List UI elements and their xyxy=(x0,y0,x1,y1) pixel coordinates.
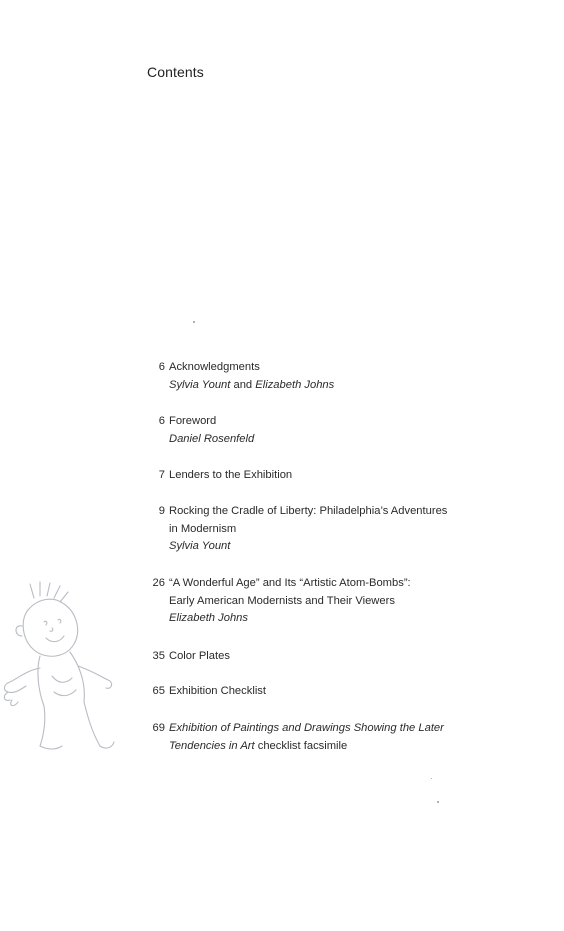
toc-entry xyxy=(143,467,292,485)
toc-author: Sylvia Yount xyxy=(169,378,231,391)
toc-entry xyxy=(143,575,411,628)
toc-page-number: 7 xyxy=(158,469,165,481)
toc-authors xyxy=(169,377,334,395)
toc-title-plain-part: checklist facsimile xyxy=(254,739,348,752)
toc-author-conjunction: and xyxy=(230,378,256,391)
toc-page-number: 26 xyxy=(152,577,165,589)
toc-page-number: 9 xyxy=(158,505,165,517)
toc-page-number: 6 xyxy=(158,361,165,373)
toc-entry xyxy=(143,648,230,666)
toc-title: Lenders to the Exhibition xyxy=(169,469,293,481)
toc-title-continued xyxy=(169,738,444,756)
toc-author: Elizabeth Johns xyxy=(169,612,248,624)
toc-title: “A Wonderful Age” and Its “Artistic Atom-Bombs”: xyxy=(169,577,411,589)
toc-page-number: 35 xyxy=(152,650,165,662)
toc-entry xyxy=(143,359,334,394)
cartoon-child-sketch-icon xyxy=(0,580,120,760)
scan-speck xyxy=(437,801,439,803)
toc-entry xyxy=(143,720,444,755)
toc-page-number: 65 xyxy=(152,685,165,697)
toc-author: Elizabeth Johns xyxy=(255,378,335,391)
toc-entry xyxy=(143,413,254,448)
toc-author: Daniel Rosenfeld xyxy=(169,432,255,445)
scan-speck xyxy=(193,321,195,323)
toc-page-number: 69 xyxy=(152,722,165,734)
toc-author: Sylvia Yount xyxy=(169,540,231,552)
toc-entry xyxy=(143,683,266,701)
toc-entry xyxy=(143,503,447,556)
scan-speck xyxy=(431,778,432,779)
toc-title: Acknowledgments xyxy=(169,361,260,373)
page-title: Contents xyxy=(147,64,204,80)
toc-title: Exhibition Checklist xyxy=(169,685,267,697)
toc-title-italic-part: Tendencies in Art xyxy=(169,739,255,752)
toc-page-number: 6 xyxy=(158,415,165,427)
toc-title: Foreword xyxy=(169,415,217,427)
toc-title: Color Plates xyxy=(169,650,230,662)
toc-title: Exhibition of Paintings and Drawings Showing the Later xyxy=(169,722,444,734)
toc-title-continued: in Modernism xyxy=(169,522,237,535)
toc-title-continued: Early American Modernists and Their Viewers xyxy=(169,594,395,607)
toc-title: Rocking the Cradle of Liberty: Philadelphia’s Adventures xyxy=(169,505,448,517)
